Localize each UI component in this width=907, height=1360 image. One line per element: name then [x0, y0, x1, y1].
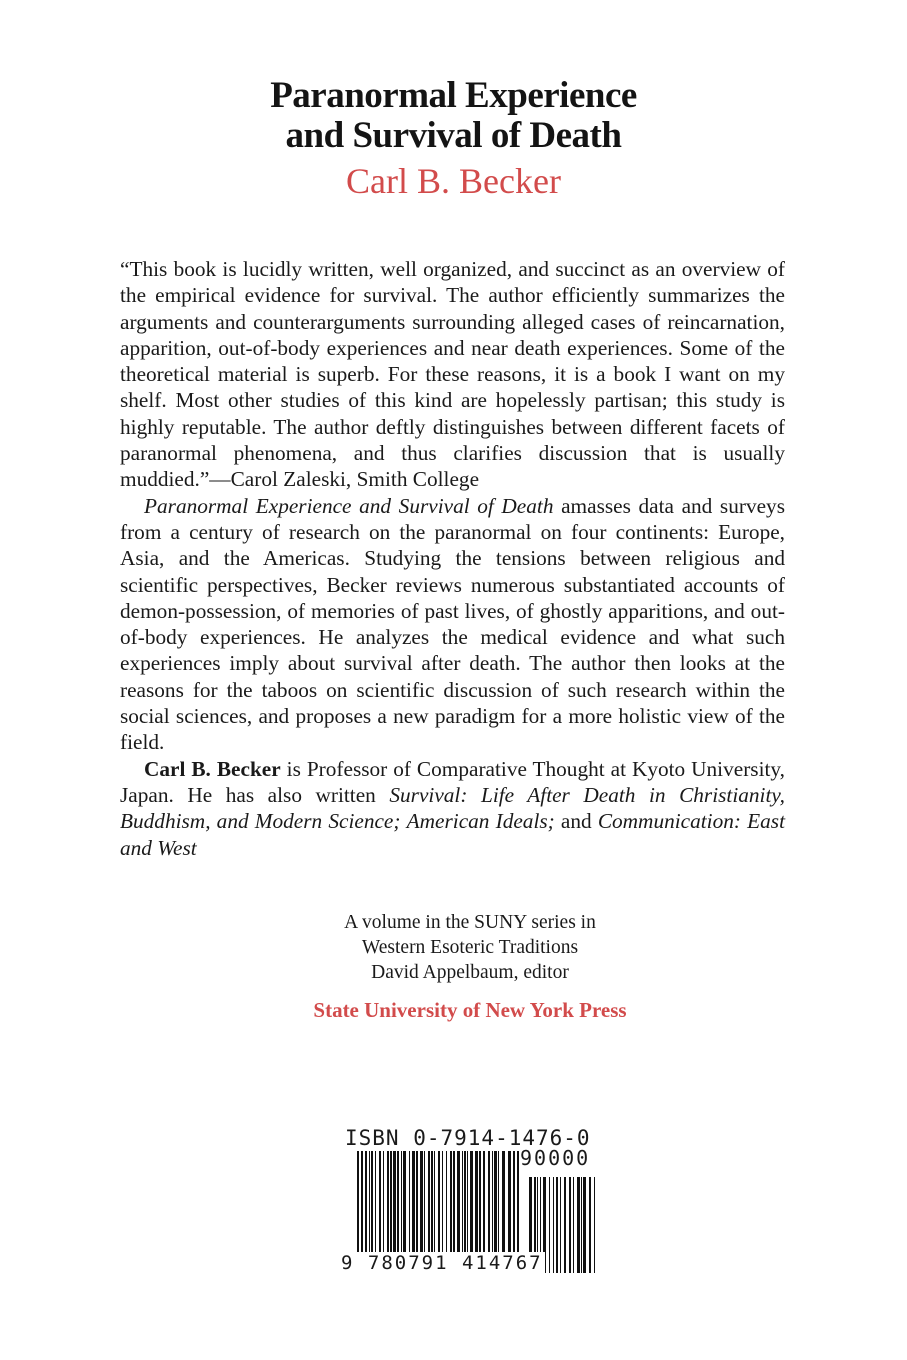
barcode-bar — [553, 1177, 554, 1273]
barcode-bar — [560, 1177, 561, 1273]
publisher-name: State University of New York Press — [313, 998, 627, 1022]
barcode-bar — [594, 1177, 595, 1273]
bio-book-2: American Ideals; — [406, 809, 555, 834]
barcode-addon-digits: 90000 — [520, 1146, 591, 1170]
barcode-bar — [424, 1151, 425, 1255]
barcode-bar — [589, 1177, 591, 1273]
barcode-bar — [365, 1151, 367, 1255]
barcode-bar — [431, 1151, 433, 1255]
barcode-bar — [383, 1151, 384, 1255]
barcode-bar — [442, 1151, 443, 1255]
series-line-2: Western Esoteric Traditions — [361, 937, 579, 958]
barcode-bar — [494, 1151, 497, 1255]
barcode-bar — [475, 1151, 478, 1255]
barcode-bar — [467, 1151, 468, 1255]
series-line-3: David Appelbaum, editor — [371, 962, 569, 983]
barcode-bar — [412, 1151, 415, 1255]
barcode-bar — [488, 1151, 490, 1255]
bio-text-a: is Professor of Comparative Thought at Kyoto University, Japan. He has also written — [120, 756, 785, 807]
barcode-bar — [581, 1177, 582, 1273]
barcode-bar — [483, 1151, 485, 1255]
barcode-bar — [420, 1151, 423, 1255]
bio-book-3: Communication: East and West — [120, 809, 785, 860]
book-author: Carl B. Becker — [346, 161, 561, 201]
author-bio-paragraph — [120, 756, 785, 861]
barcode-bar — [387, 1151, 389, 1255]
review-quote-paragraph: “This book is lucidly written, well organized, and succinct as an overview of the empirical evidence for survival. The author efficiently summarizes the arguments and counterarguments surrounding alleged cases of reincarnation, apparition, out-of-body experiences and near death experiences. Some of the theoretical material is superb. For these reasons, it is a book I want on my shelf. Most other studies of this kind are hopelessly partisan; this study is highly reputable. The author deftly distinguishes between different facets of paranormal phenomena, and thus clarifies discussion that is usually muddied.”—Carol Zaleski, Smith College — [120, 257, 785, 492]
barcode-bar — [508, 1151, 511, 1255]
barcode-bar — [569, 1177, 571, 1273]
barcode-bar — [498, 1151, 499, 1255]
barcode-bar — [577, 1177, 580, 1273]
bio-text-c: and — [554, 809, 598, 834]
barcode-bar — [428, 1151, 430, 1255]
barcode-bar — [450, 1151, 452, 1255]
barcode-bar — [564, 1177, 566, 1273]
description-book-title: Paranormal Experience and Survival of Death — [144, 493, 554, 518]
barcode-bar — [390, 1151, 392, 1255]
barcode-bar — [403, 1151, 406, 1255]
barcode-bar — [583, 1177, 586, 1273]
barcode-bar — [409, 1151, 410, 1255]
barcode-bar — [470, 1151, 473, 1255]
description-paragraph — [120, 493, 785, 756]
series-note — [0, 910, 907, 985]
barcode-bar — [457, 1151, 460, 1255]
barcode-bar — [453, 1151, 455, 1255]
barcode-bar — [492, 1151, 493, 1255]
barcode-bar — [401, 1151, 402, 1255]
barcode-bar — [371, 1151, 373, 1255]
barcode-bar — [502, 1151, 505, 1255]
barcode-bar — [393, 1151, 396, 1255]
barcode-bar — [446, 1151, 447, 1255]
barcode-bar — [416, 1151, 418, 1255]
barcode-bar — [375, 1151, 376, 1255]
barcode-bar — [397, 1151, 399, 1255]
barcode-bar — [479, 1151, 481, 1255]
barcode-bar — [549, 1177, 550, 1273]
title-block — [0, 76, 907, 202]
barcode-bar — [462, 1151, 463, 1255]
bio-book-1: Survival: Life After Death in Christianity, Buddhism, and Modern Science; — [120, 782, 785, 834]
barcode-bar — [464, 1151, 466, 1255]
description-text: amasses data and surveys from a century of research on the paranormal on four continents: Europe, Asia, and the Americas. Studying the tensions between religious and scientific perspectives, Becker reviews numerous substantiated accounts of demon-possession, of memories of past lives, of ghostly apparitions, and out-of-body experiences. He analyzes the medical evidence and what such experiences imply about survival after death. The author then looks at the reasons for the taboos on scientific discussion of such research within the social sciences, and proposes a new paradigm for a more holistic view of the field. — [120, 493, 785, 755]
bio-author-name: Carl B. Becker — [144, 756, 281, 781]
barcode-bar — [556, 1177, 558, 1273]
book-title-line-2: and Survival of Death — [285, 115, 622, 156]
barcode-bar — [379, 1151, 381, 1255]
series-line-1: A volume in the SUNY series in — [344, 912, 596, 933]
book-title-line-1: Paranormal Experience — [270, 75, 637, 116]
barcode-ean-digits: 9 780791 414767 — [341, 1252, 543, 1274]
barcode-bar — [369, 1151, 370, 1255]
barcode-bar — [573, 1177, 574, 1273]
isbn-label: ISBN 0-7914-1476-0 — [345, 1126, 591, 1150]
blurb-text — [120, 256, 785, 861]
